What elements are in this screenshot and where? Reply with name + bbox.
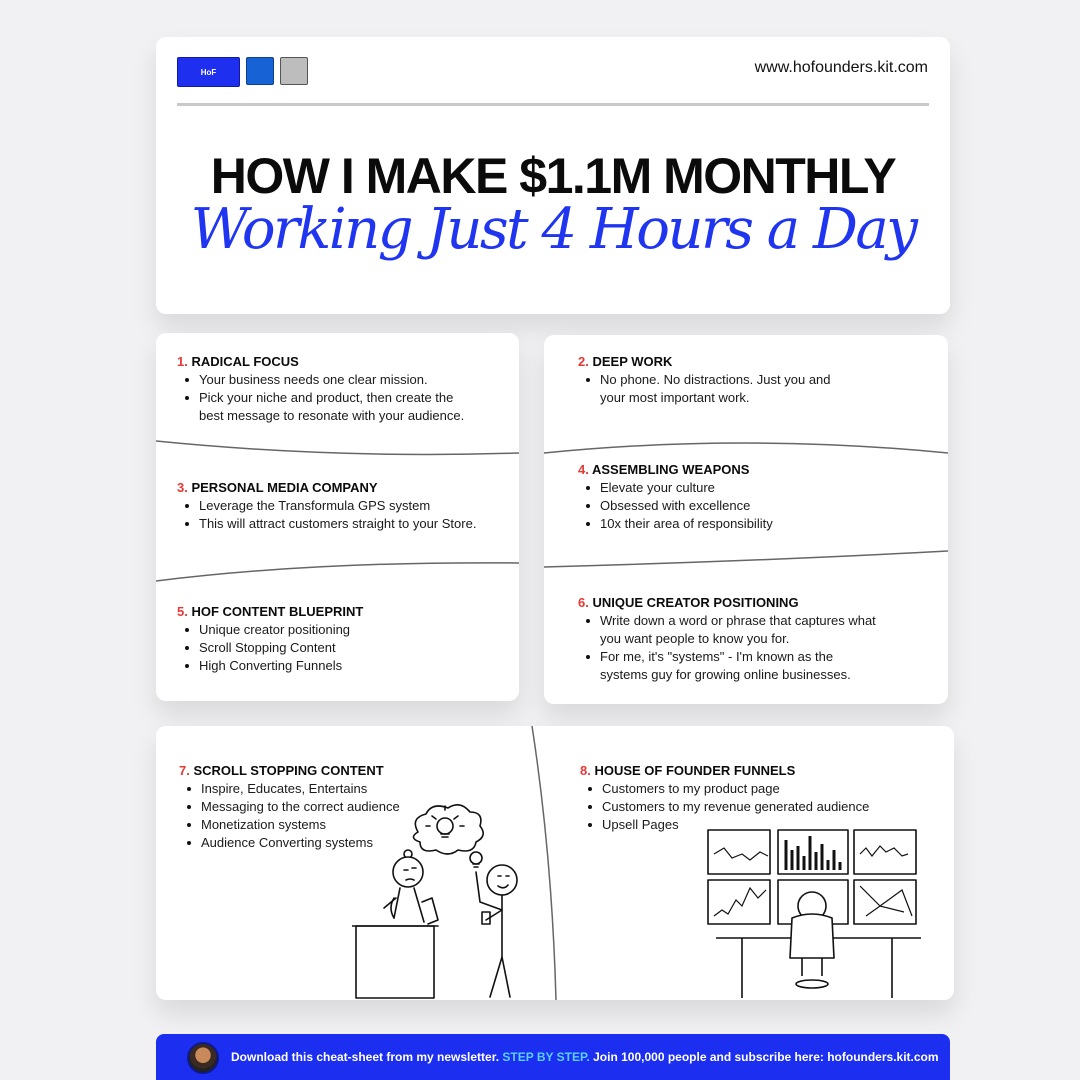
newsletter-footer[interactable]: [156, 1034, 950, 1080]
list-item: Customers to my revenue generated audience: [580, 798, 869, 816]
section-title: 3. PERSONAL MEDIA COMPANY: [177, 480, 378, 495]
list-item: High Converting Funnels: [177, 657, 363, 675]
section-title: 8. HOUSE OF FOUNDER FUNNELS: [580, 763, 796, 778]
list-item: Unique creator positioning: [177, 621, 363, 639]
list-item: Write down a word or phrase that captures what: [578, 612, 876, 630]
section-deep-work: [578, 353, 831, 407]
list-item: Audience Converting systems: [179, 834, 400, 852]
section-radical-focus: [177, 353, 464, 425]
list-item-continuation: systems guy for growing online businesses.: [600, 667, 851, 682]
list-item: For me, it's "systems" - I'm known as the: [578, 648, 876, 666]
list-item: Inspire, Educates, Entertains: [179, 780, 400, 798]
list-item-continuation: your most important work.: [600, 390, 750, 405]
section-title: 4. ASSEMBLING WEAPONS: [578, 462, 750, 477]
section-title: 6. UNIQUE CREATOR POSITIONING: [578, 595, 799, 610]
section-personal-media-company: [177, 479, 476, 533]
page-subtitle: Working Just 4 Hours a Day: [190, 197, 916, 262]
wave-divider: [156, 433, 519, 463]
header-divider: [177, 103, 929, 106]
section-assembling-weapons: [578, 461, 773, 533]
left-card: [156, 333, 519, 701]
list-item: Messaging to the correct audience: [179, 798, 400, 816]
section-house-of-founder-funnels: [580, 762, 869, 834]
footer-text: Download this cheat-sheet from my newsletter. STEP BY STEP. Join 100,000 people and subscribe here: hofounders.kit.com: [231, 1050, 939, 1064]
bottom-card: [156, 726, 954, 1000]
right-card: [544, 335, 948, 704]
section-title: 2. DEEP WORK: [578, 354, 673, 369]
list-item: Customers to my product page: [580, 780, 869, 798]
header-card: [156, 37, 950, 314]
list-item: Obsessed with excellence: [578, 497, 773, 515]
section-unique-creator-positioning: [578, 594, 876, 684]
list-item: No phone. No distractions. Just you and: [578, 371, 831, 389]
section-title: 1. RADICAL FOCUS: [177, 354, 299, 369]
list-item: Upsell Pages: [580, 816, 869, 834]
section-title: 5. HOF CONTENT BLUEPRINT: [177, 604, 364, 619]
list-item: Monetization systems: [179, 816, 400, 834]
page-title: HOW I MAKE $1.1M MONTHLY: [210, 148, 896, 204]
list-item: This will attract customers straight to your Store.: [177, 515, 476, 533]
list-item-continuation: best message to resonate with your audience.: [199, 408, 465, 423]
avatar: [187, 1042, 219, 1074]
wave-divider: [156, 555, 519, 585]
blue-square-logo: [246, 57, 274, 85]
list-item: 10x their area of responsibility: [578, 515, 773, 533]
footer-accent: STEP BY STEP.: [502, 1050, 590, 1064]
section-title: 7. SCROLL STOPPING CONTENT: [179, 763, 384, 778]
trader-illustration: [706, 826, 926, 1000]
list-item: Pick your niche and product, then create the: [177, 389, 464, 407]
site-url-link[interactable]: www.hofounders.kit.com: [754, 59, 928, 76]
list-item: Elevate your culture: [578, 479, 773, 497]
wave-divider: [544, 435, 948, 461]
list-item: Leverage the Transformula GPS system: [177, 497, 476, 515]
idea-illustration: [352, 802, 542, 1000]
hof-logo: HoF: [177, 57, 240, 87]
wave-divider: [544, 545, 948, 571]
section-hof-content-blueprint: [177, 603, 363, 675]
grey-square-logo: [280, 57, 308, 85]
list-item: Scroll Stopping Content: [177, 639, 363, 657]
list-item-continuation: you want people to know you for.: [600, 631, 790, 646]
list-item: Your business needs one clear mission.: [177, 371, 464, 389]
